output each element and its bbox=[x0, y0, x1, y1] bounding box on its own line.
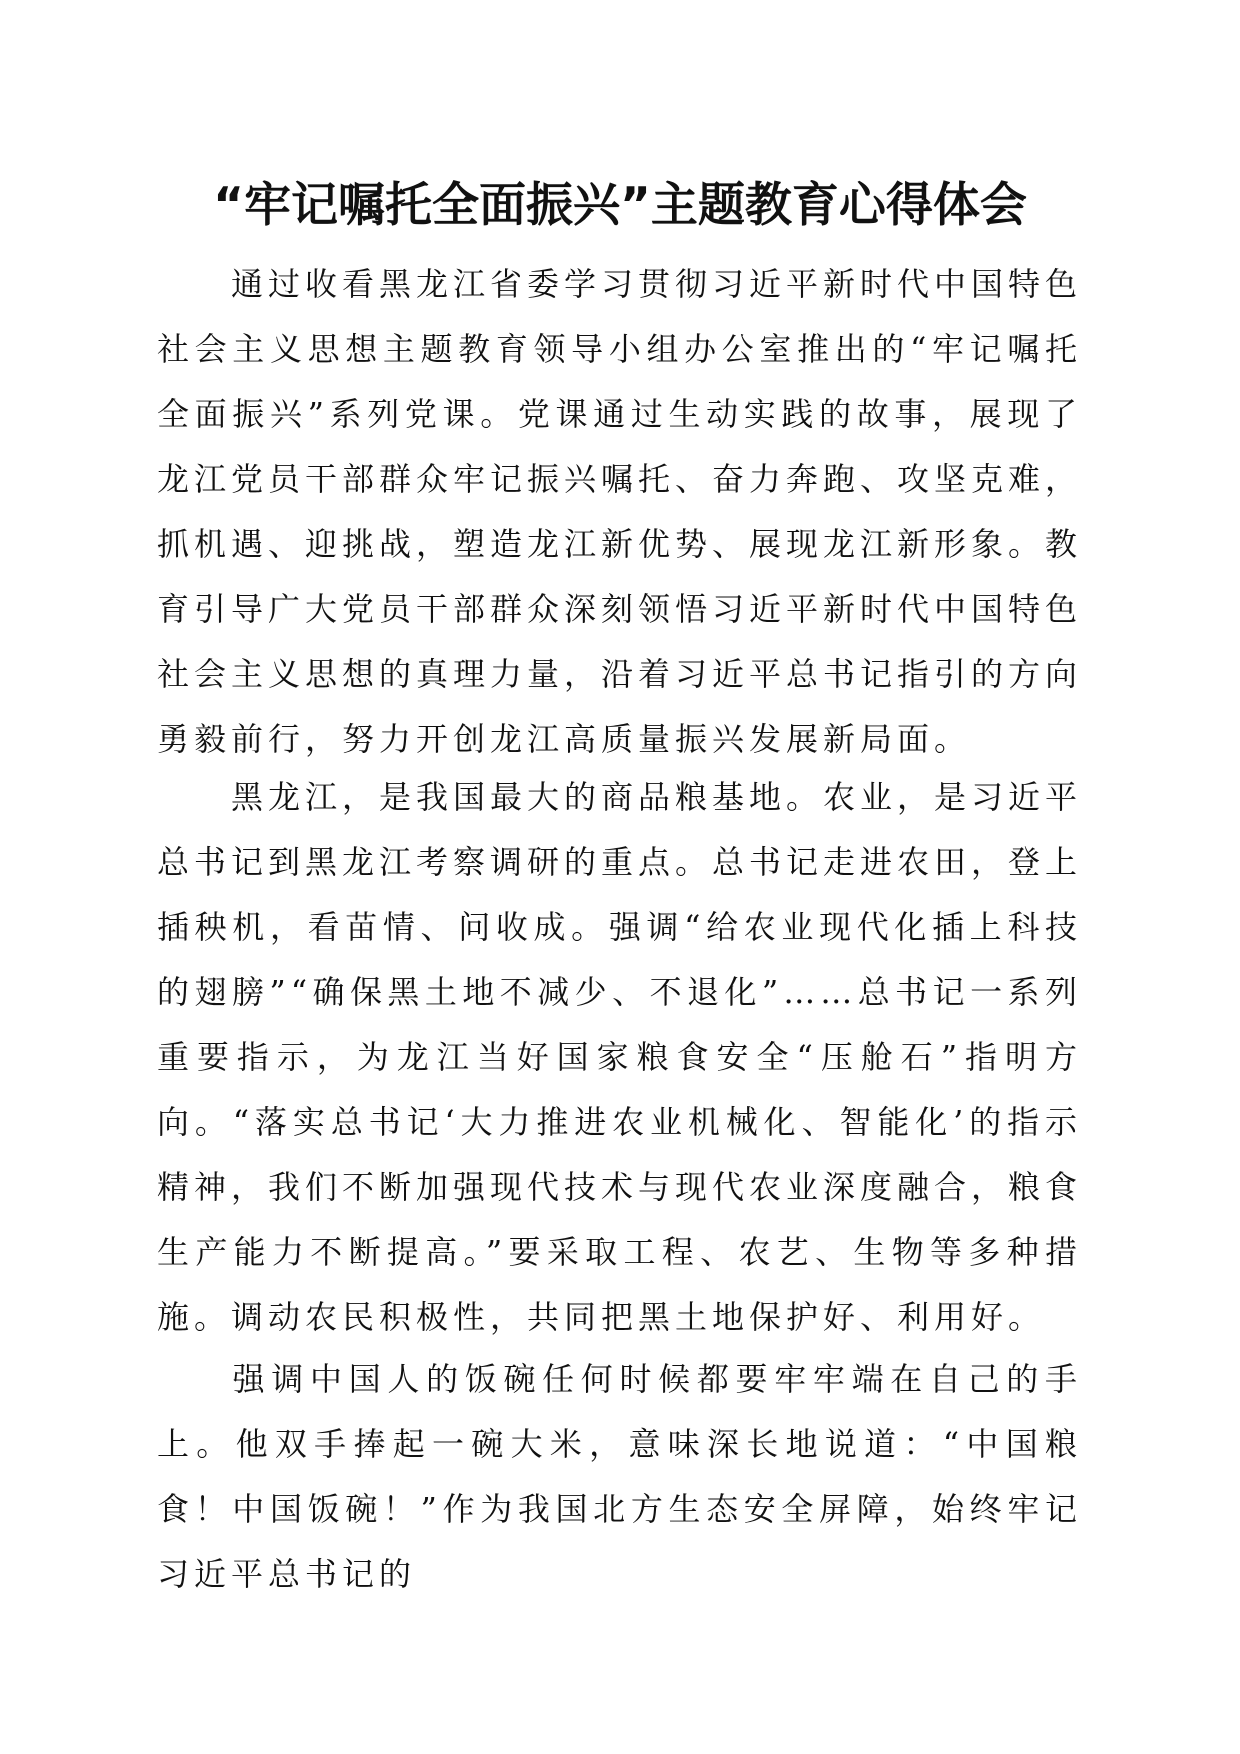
paragraph-3-text: 强调中国人的饭碗任何时候都要牢牢端在自己的手上。他双手捧起一碗大米，意味深长地说道：“中国粮食！中国饭碗！”作为我国北方生态安全屏障，始终牢记习近平总书记的 bbox=[157, 1360, 1082, 1593]
paragraph-2-text: 黑龙江，是我国最大的商品粮基地。农业，是习近平总书记到黑龙江考察调研的重点。总书记走进农田，登上插秧机，看苗情、问收成。强调“给农业现代化插上科技的翅膀”“确保黑土地不减少、不退化”……总书记一系列重要指示，为龙江当好国家粮食安全“压舱石”指明方向。“落实总书记‘大力推进农业机械化、智能化’的指示精神，我们不断加强现代技术与现代农业深度融合，粮食生产能力不断提高。”要采取工程、农艺、生物等多种措施。调动农民积极性，共同把黑土地保护好、利用好。 bbox=[157, 778, 1083, 1336]
paragraph-3 bbox=[157, 1347, 1082, 1607]
paragraph-2 bbox=[157, 765, 1082, 1350]
paragraph-1-text: 通过收看黑龙江省委学习贯彻习近平新时代中国特色社会主义思想主题教育领导小组办公室推出的“牢记嘱托全面振兴”系列党课。党课通过生动实践的故事，展现了龙江党员干部群众牢记振兴嘱托、奋力奔跑、攻坚克难，抓机遇、迎挑战，塑造龙江新优势、展现龙江新形象。教育引导广大党员干部群众深刻领悟习近平新时代中国特色社会主义思想的真理力量，沿着习近平总书记指引的方向勇毅前行，努力开创龙江高质量振兴发展新局面。 bbox=[157, 265, 1083, 758]
paragraph-1 bbox=[157, 252, 1082, 772]
document-title: “牢记嘱托全面振兴”主题教育心得体会 bbox=[213, 178, 1027, 233]
